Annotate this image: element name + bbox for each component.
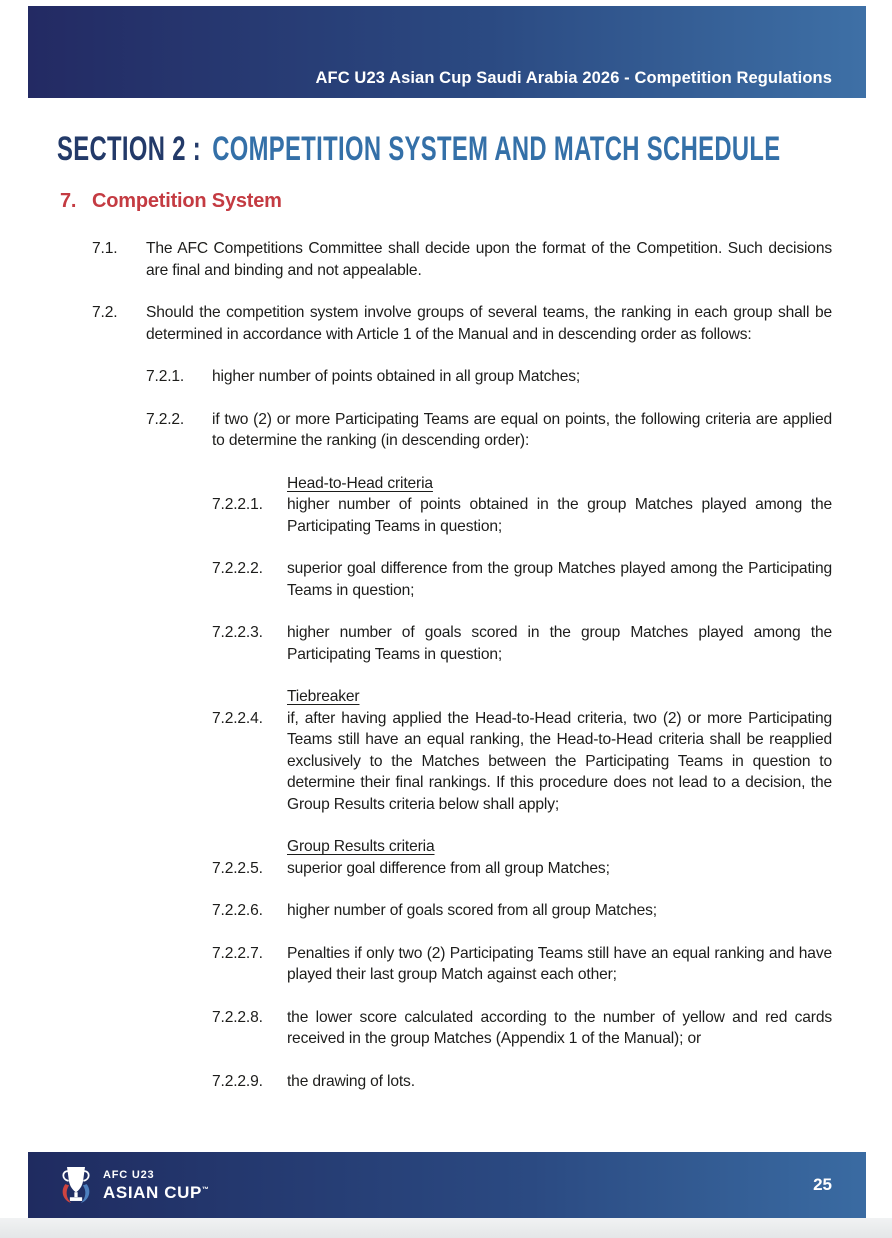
clause-7-2-2-9 [0,1071,832,1093]
clause-7-2 [0,302,832,345]
page-footer-band [28,1152,866,1218]
clause-number: 7.1. [92,240,118,257]
clause-7-2-1 [0,366,832,388]
clause-7-2-2-5 [0,858,832,880]
logo-line2: ASIAN CUP™ [103,1182,209,1202]
clause-number: 7.2.2.2. [212,560,263,577]
clause-text: The AFC Competitions Committee shall decide upon the format of the Competition. Such decisions are final and binding and not appealable. [146,240,832,279]
clause-text: superior goal difference from all group Matches; [287,859,610,877]
section-name: COMPETITION SYSTEM AND MATCH SCHEDULE [212,130,781,168]
page-number: 25 [813,1175,832,1194]
clause-7-2-2 [0,409,832,452]
clause-number: 7.2.2.7. [212,944,263,962]
clause-number: 7.2.1. [146,368,185,385]
clause-7-2-2-3 [0,622,832,665]
section-number: SECTION 2 : [57,130,202,168]
afc-u23-asian-cup-logo [58,1163,209,1207]
clause-number: 7.2.2. [146,410,185,428]
clause-text: if two (2) or more Participating Teams are equal on points, the following criteria are applied to determine the ranking (in descending order): [212,410,832,449]
clause-text: the drawing of lots. [287,1072,415,1090]
criteria-heading-tiebreaker: Tiebreaker [287,688,360,705]
clause-7-2-2-2 [0,558,832,601]
clause-7-2-2-7 [0,943,832,986]
article-number: 7. [60,190,77,212]
clause-number: 7.2.2.1. [212,496,263,513]
clause-text: higher number of goals scored in the group Matches played among the Participating Teams in question; [287,624,832,663]
clause-number: 7.2.2.9. [212,1072,263,1090]
criteria-heading-head-to-head: Head-to-Head criteria [287,474,433,492]
article-heading [60,190,282,213]
clause-number: 7.2. [92,304,118,321]
section-title [57,128,892,170]
clause-text: if, after having applied the Head-to-Head criteria, two (2) or more Participating Teams still have an equal ranking, the Head-to-Head criteria shall be reapplied exclusively to the Matches between the Participating Teams in question to determine their final rankings. If this procedure does not lead to a decision, the Group Results criteria below shall apply; [287,709,832,813]
clause-7-2-2-4 [0,708,832,816]
trademark-symbol: ™ [201,1185,209,1193]
clause-number: 7.2.2.5. [212,859,263,877]
criteria-heading-group-results: Group Results criteria [287,838,435,855]
clause-number: 7.2.2.6. [212,902,263,919]
clauses-list [0,238,832,1092]
clause-text: higher number of points obtained in all group Matches; [212,368,581,385]
clause-text: superior goal difference from the group Matches played among the Participating Teams in question; [287,560,832,599]
trophy-icon [58,1163,94,1207]
clause-text: Penalties if only two (2) Participating Teams still have an equal ranking and have played their last group Match against each other; [287,944,832,983]
clause-7-2-2-1 [0,494,832,537]
page-bottom-edge [0,1218,892,1238]
article-title: Competition System [92,190,282,212]
clause-number: 7.2.2.3. [212,624,263,641]
clause-7-2-2-6 [0,900,832,922]
clause-text: higher number of goals scored from all group Matches; [287,902,657,919]
clause-7-2-2-8 [0,1007,832,1050]
clause-text: higher number of points obtained in the group Matches played among the Participating Teams in question; [287,496,832,535]
clause-text: Should the competition system involve groups of several teams, the ranking in each group shall be determined in accordance with Article 1 of the Manual and in descending order as follows: [146,304,832,343]
logo-text [103,1170,209,1201]
page-header-band [28,6,866,98]
logo-line1: AFC U23 [103,1168,155,1181]
clause-text: the lower score calculated according to the number of yellow and red cards received in the group Matches (Appendix 1 of the Manual); or [287,1008,832,1047]
clause-7-1 [0,238,832,281]
clause-number: 7.2.2.8. [212,1008,263,1026]
header-title: AFC U23 Asian Cup Saudi Arabia 2026 - Competition Regulations [315,69,832,87]
clause-number: 7.2.2.4. [212,709,263,727]
